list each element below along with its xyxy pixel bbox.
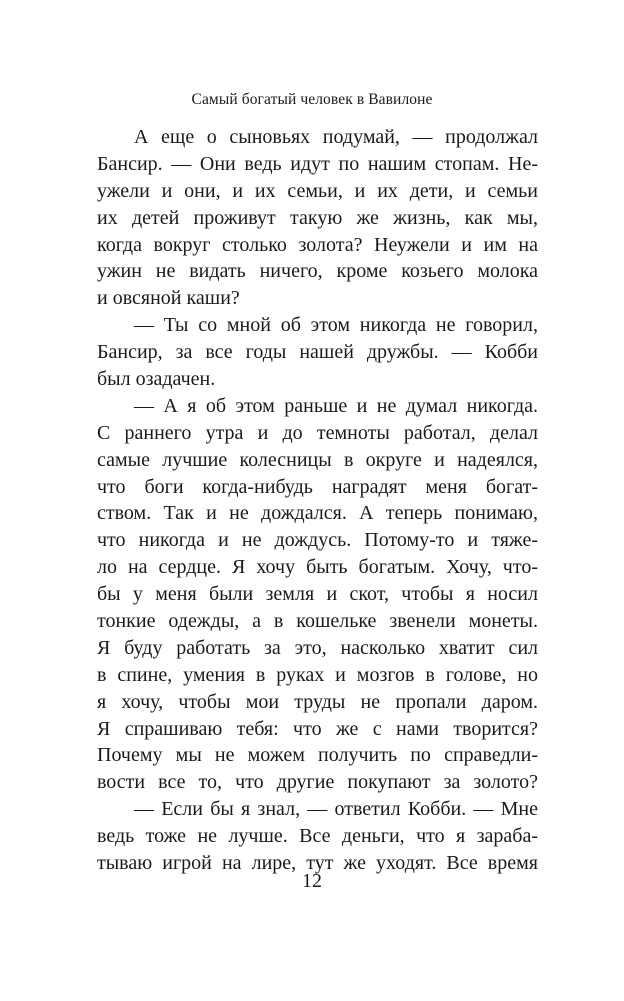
text-line: когда вокруг столько золота? Неужели и им на [97, 233, 538, 256]
text-line: был озадачен. [97, 368, 216, 391]
text-line: самые лучшие колесницы в округе и надеялся, [97, 448, 538, 471]
page-number: 12 [302, 870, 322, 892]
text-line: их детей проживут такую же жизнь, как мы, [97, 206, 538, 229]
text-line: что боги когда-нибудь наградят меня богат- [97, 475, 538, 498]
text-line: — Если бы я знал, — ответил Кобби. — Мне [134, 798, 538, 821]
text-line: ло на сердце. Я хочу быть богатым. Хочу, что- [97, 556, 538, 579]
text-line: ством. Так и не дождался. А теперь понимаю, [97, 502, 538, 525]
text-line: в спине, умения в руках и мозгов в голове, но [97, 663, 538, 686]
text-line: ужин не видать ничего, кроме козьего молока [97, 260, 538, 283]
text-line: ужели и они, и их семьи, и их дети, и семьи [97, 179, 538, 202]
running-title: Самый богатый человек в Вавилоне [191, 91, 433, 108]
text-line: — Ты со мной об этом никогда не говорил, [134, 314, 538, 337]
text-line: вости все то, что другие покупают за золото? [97, 771, 538, 794]
text-line: Я спрашиваю тебя: что же с нами творится? [97, 717, 538, 740]
text-line: я хочу, чтобы мои труды не пропали даром. [97, 690, 538, 713]
text-line: А еще о сыновьях подумай, — продолжал [134, 126, 538, 148]
body-text [97, 124, 538, 877]
text-line: ведь тоже не лучше. Все деньги, что я зараба- [97, 825, 538, 848]
text-line: бы у меня были земля и скот, чтобы я носил [97, 583, 538, 606]
text-line: — А я об этом раньше и не думал никогда. [134, 394, 538, 417]
text-line: С раннего утра и до темноты работал, делал [97, 421, 538, 444]
text-line: и овсяной каши? [97, 287, 240, 310]
text-line: Я буду работать за это, насколько хватит сил [97, 636, 538, 659]
text-line: тонкие одежды, а в кошельке звенели монеты. [97, 610, 538, 633]
text-line: тываю игрой на лире, тут же уходят. Все время [97, 852, 538, 875]
text-line: Почему мы не можем получить по справедли- [97, 744, 538, 767]
text-line: Бансир. — Они ведь идут по нашим стопам. Не- [97, 152, 538, 175]
text-line: что никогда и не дождусь. Потому-то и тяже- [97, 529, 538, 552]
text-line: Бансир, за все годы нашей дружбы. — Кобби [97, 341, 538, 364]
